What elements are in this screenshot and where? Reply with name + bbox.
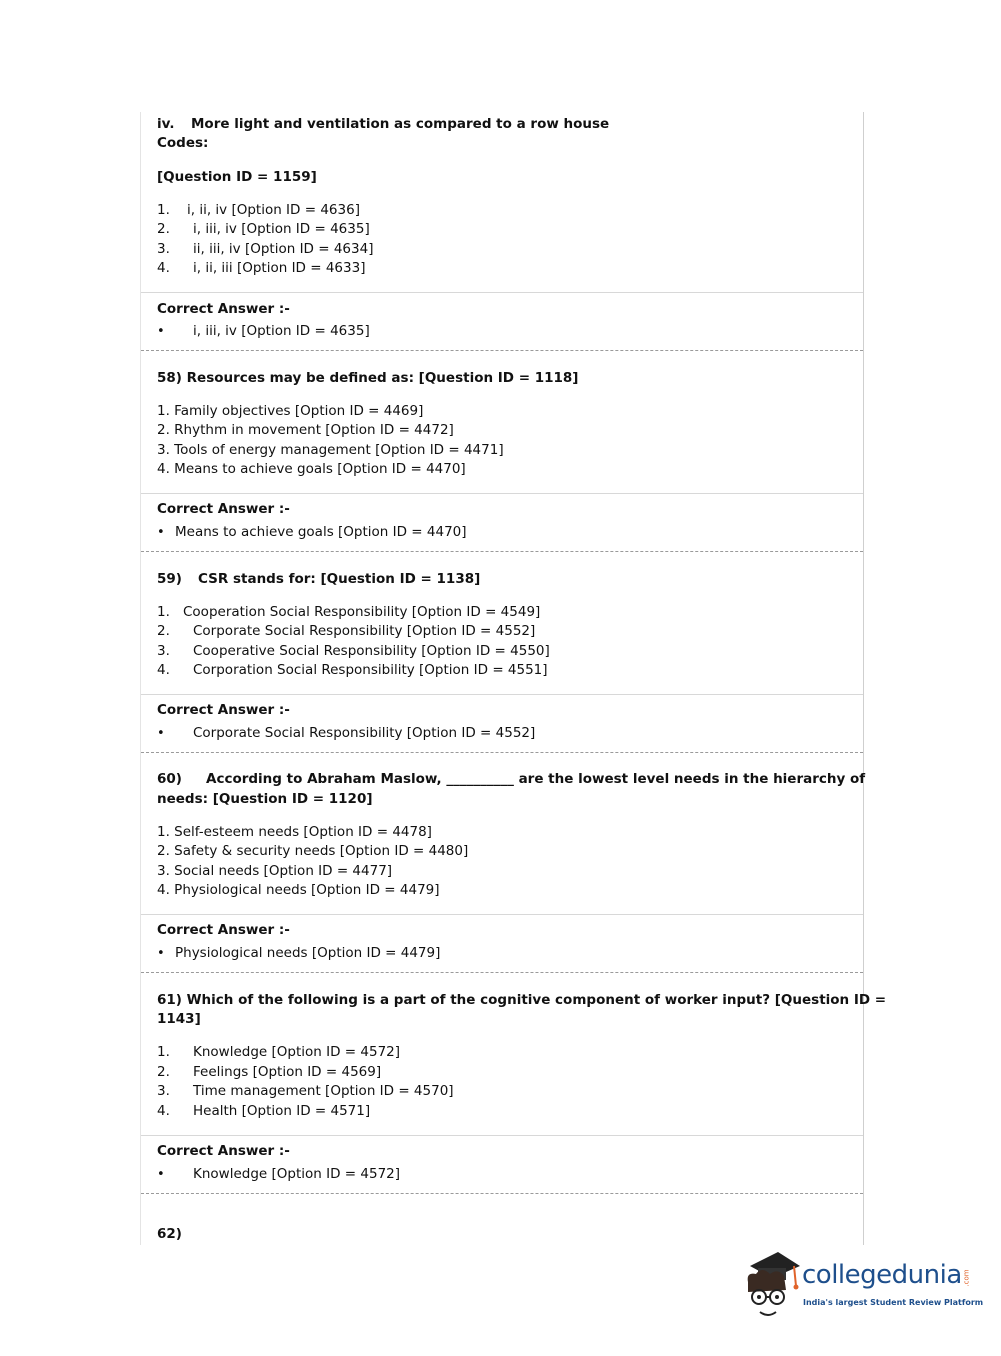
statement-iv: iv. More light and ventilation as compared to a row house bbox=[157, 116, 610, 132]
correct-answer-label: Correct Answer :- bbox=[157, 702, 290, 718]
question-61: 61) Which of the following is a part of the cognitive component of worker input? [Question ID = bbox=[157, 992, 887, 1008]
option-row: 4. i, ii, iii [Option ID = 4633] bbox=[157, 260, 366, 276]
question-divider bbox=[141, 1193, 863, 1194]
correct-answer-label: Correct Answer :- bbox=[157, 501, 290, 517]
correct-answer-label: Correct Answer :- bbox=[157, 922, 290, 938]
correct-answer: • Means to achieve goals [Option ID = 4470] bbox=[157, 524, 467, 540]
mascot-icon bbox=[742, 1252, 800, 1320]
option-row: 1. Knowledge [Option ID = 4572] bbox=[157, 1044, 401, 1060]
divider bbox=[141, 694, 863, 695]
question-60-continued: needs: [Question ID = 1120] bbox=[157, 791, 373, 807]
question-61-continued: 1143] bbox=[157, 1011, 201, 1027]
correct-answer: • Knowledge [Option ID = 4572] bbox=[157, 1166, 401, 1182]
divider bbox=[141, 914, 863, 915]
correct-answer: • Corporate Social Responsibility [Option ID = 4552] bbox=[157, 725, 536, 741]
question-id-1159: [Question ID = 1159] bbox=[157, 169, 317, 185]
codes-label: Codes: bbox=[157, 135, 209, 151]
logo-dotcom: .com bbox=[962, 1269, 971, 1287]
bullet-icon: • bbox=[157, 726, 165, 741]
bullet-icon: • bbox=[157, 525, 165, 540]
divider bbox=[141, 292, 863, 293]
option-row: 4. Physiological needs [Option ID = 4479] bbox=[157, 882, 440, 898]
option-row: 4. Means to achieve goals [Option ID = 4470] bbox=[157, 461, 466, 477]
option-row: 3. ii, iii, iv [Option ID = 4634] bbox=[157, 241, 374, 257]
option-row: 2. Safety & security needs [Option ID = 4480] bbox=[157, 843, 469, 859]
logo-tagline: India's largest Student Review Platform bbox=[803, 1298, 984, 1307]
option-row: 1. Self-esteem needs [Option ID = 4478] bbox=[157, 824, 432, 840]
question-60: 60) According to Abraham Maslow, __________ are the lowest level needs in the hierarchy of bbox=[157, 771, 866, 787]
correct-answer: • Physiological needs [Option ID = 4479] bbox=[157, 945, 441, 961]
correct-answer-label: Correct Answer :- bbox=[157, 301, 290, 317]
question-59: 59) CSR stands for: [Question ID = 1138] bbox=[157, 571, 481, 587]
question-divider bbox=[141, 972, 863, 973]
bullet-icon: • bbox=[157, 1167, 165, 1182]
option-row: 3. Social needs [Option ID = 4477] bbox=[157, 863, 393, 879]
option-row: 1. i, ii, iv [Option ID = 4636] bbox=[157, 202, 360, 218]
divider bbox=[141, 493, 863, 494]
option-row: 3. Cooperative Social Responsibility [Option ID = 4550] bbox=[157, 643, 550, 659]
option-row: 2. i, iii, iv [Option ID = 4635] bbox=[157, 221, 370, 237]
bullet-icon: • bbox=[157, 324, 165, 339]
question-62: 62) bbox=[157, 1226, 182, 1242]
option-row: 4. Health [Option ID = 4571] bbox=[157, 1103, 371, 1119]
question-divider bbox=[141, 752, 863, 753]
option-row: 1. Family objectives [Option ID = 4469] bbox=[157, 403, 424, 419]
collegedunia-logo bbox=[742, 1252, 982, 1322]
option-row: 3. Time management [Option ID = 4570] bbox=[157, 1083, 454, 1099]
correct-answer: • i, iii, iv [Option ID = 4635] bbox=[157, 323, 370, 339]
option-row: 4. Corporation Social Responsibility [Option ID = 4551] bbox=[157, 662, 548, 678]
option-row: 2. Feelings [Option ID = 4569] bbox=[157, 1064, 382, 1080]
bullet-icon: • bbox=[157, 946, 165, 961]
correct-answer-label: Correct Answer :- bbox=[157, 1143, 290, 1159]
question-divider bbox=[141, 551, 863, 552]
logo-wordmark: collegedunia bbox=[802, 1260, 962, 1290]
option-row: 1. Cooperation Social Responsibility [Option ID = 4549] bbox=[157, 604, 541, 620]
option-row: 2. Corporate Social Responsibility [Option ID = 4552] bbox=[157, 623, 536, 639]
question-58: 58) Resources may be defined as: [Question ID = 1118] bbox=[157, 370, 579, 386]
divider bbox=[141, 1135, 863, 1136]
question-divider bbox=[141, 350, 863, 351]
option-row: 2. Rhythm in movement [Option ID = 4472] bbox=[157, 422, 454, 438]
option-row: 3. Tools of energy management [Option ID = 4471] bbox=[157, 442, 504, 458]
question-paper-sheet bbox=[140, 112, 887, 1245]
